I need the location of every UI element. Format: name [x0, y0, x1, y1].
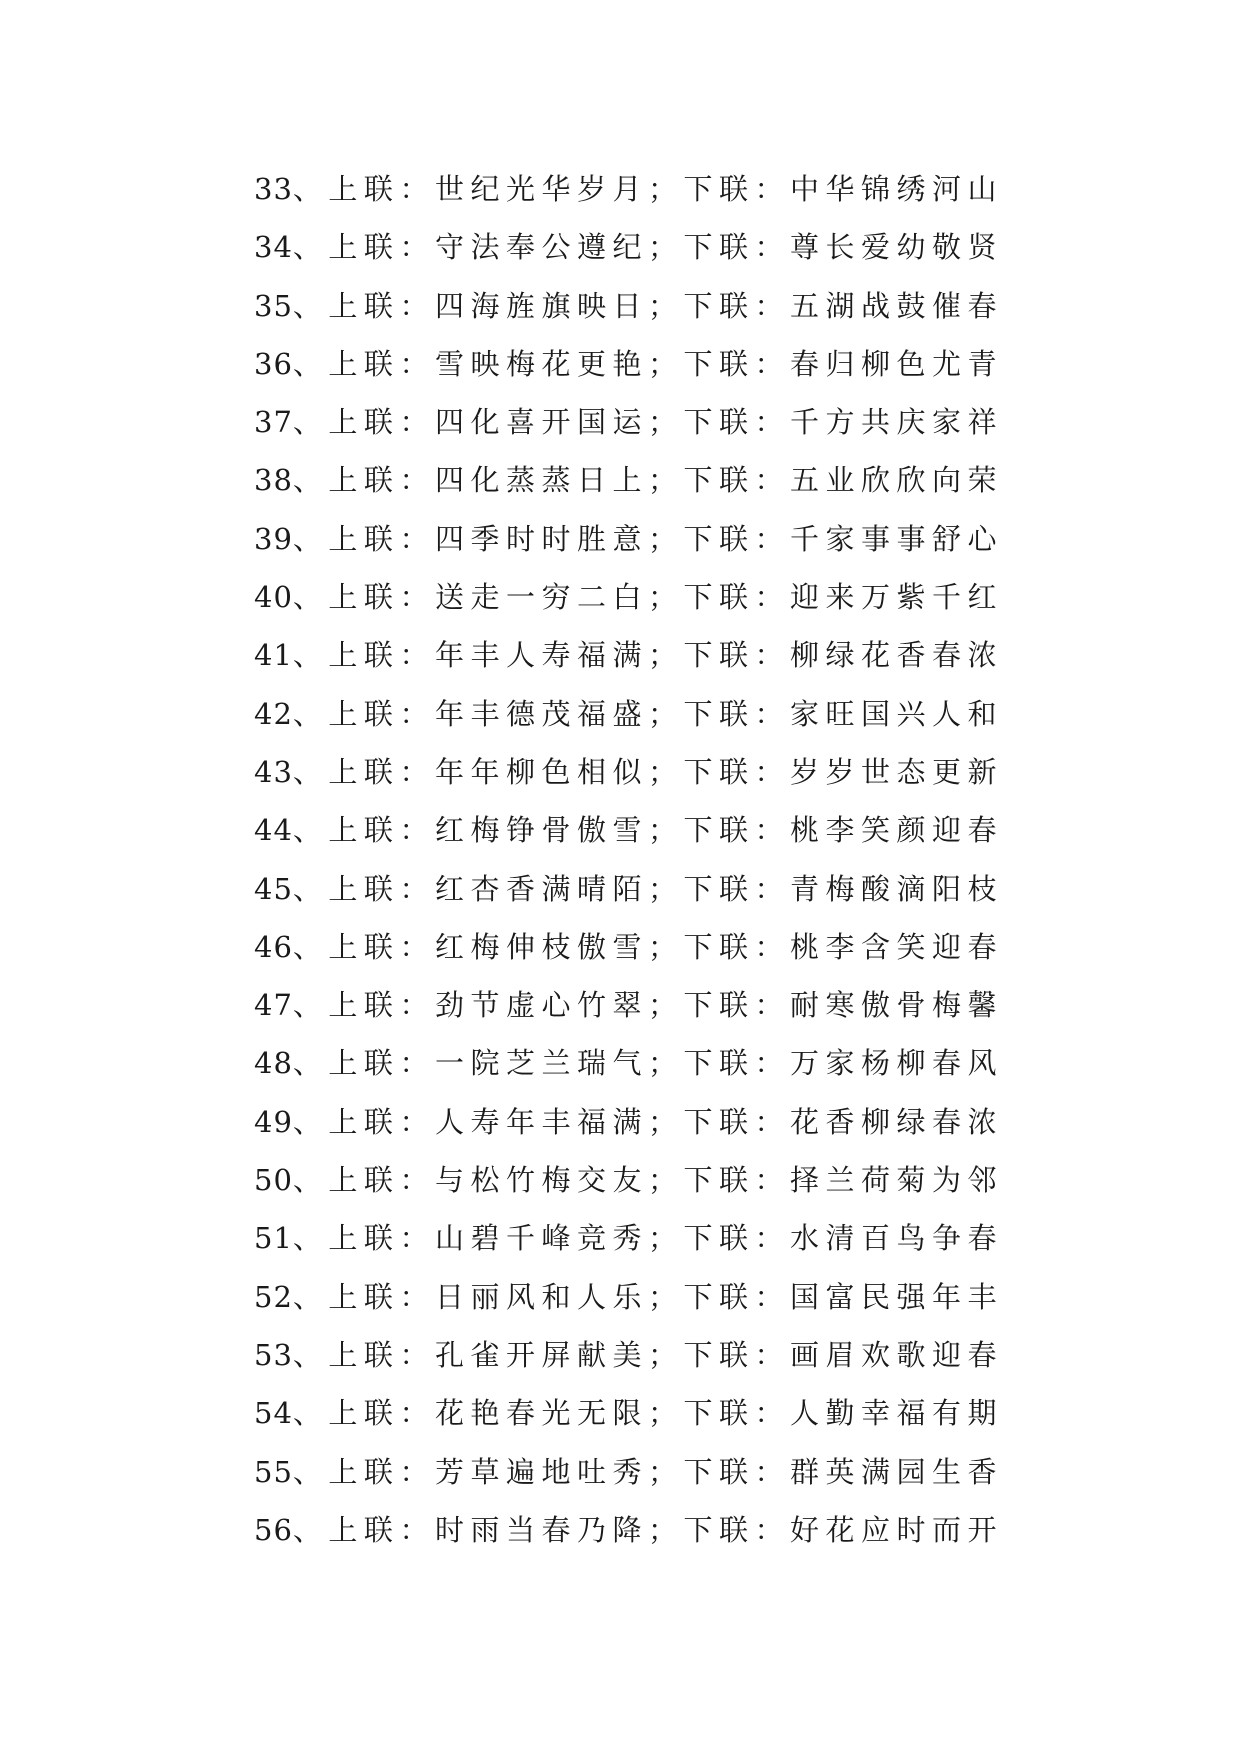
- couplet-number: 33: [254, 172, 293, 206]
- upper-label: 上联: [328, 1046, 400, 1081]
- couplet-number: 53: [254, 1337, 293, 1372]
- colon: ：: [399, 521, 435, 556]
- enumeration-comma: 、: [292, 172, 329, 206]
- enumeration-comma: 、: [292, 580, 329, 615]
- couplet-line: [254, 568, 1004, 626]
- upper-couplet-text: 年丰人寿福满: [434, 638, 648, 673]
- colon: ：: [754, 1046, 791, 1081]
- colon: ：: [399, 929, 435, 964]
- couplet-number: 36: [254, 346, 293, 381]
- couplet-line: [254, 801, 1004, 859]
- enumeration-comma: 、: [292, 1512, 329, 1547]
- upper-label: 上联: [328, 871, 400, 906]
- upper-label: 上联: [328, 1396, 400, 1431]
- upper-couplet-text: 一院芝兰瑞气: [434, 1046, 648, 1081]
- couplet-line: [254, 335, 1004, 393]
- lower-couplet-text: 青梅酸滴阳枝: [790, 871, 1004, 906]
- colon: ：: [754, 172, 791, 206]
- enumeration-comma: 、: [292, 929, 329, 964]
- couplet-number: 52: [254, 1279, 293, 1314]
- lower-couplet-text: 水清百鸟争春: [790, 1221, 1004, 1256]
- upper-label: 上联: [328, 988, 400, 1023]
- lower-couplet-text: 岁岁世态更新: [790, 754, 1004, 789]
- couplet-line: [254, 918, 1004, 976]
- couplet-number: 42: [254, 696, 293, 731]
- couplet-line: [254, 1326, 1004, 1384]
- semicolon: ；: [647, 1163, 684, 1198]
- upper-couplet-text: 人寿年丰福满: [434, 1104, 648, 1139]
- colon: ：: [399, 1279, 435, 1314]
- upper-label: 上联: [328, 638, 400, 673]
- couplet-line: [254, 1093, 1004, 1151]
- lower-label: 下联: [683, 929, 755, 964]
- lower-couplet-text: 人勤幸福有期: [790, 1396, 1004, 1431]
- colon: ：: [399, 346, 435, 381]
- enumeration-comma: 、: [292, 405, 329, 440]
- colon: ：: [754, 1512, 791, 1547]
- colon: ：: [754, 346, 791, 381]
- upper-label: 上联: [328, 172, 400, 206]
- upper-label: 上联: [328, 288, 400, 323]
- enumeration-comma: 、: [292, 988, 329, 1023]
- couplet-number: 49: [254, 1104, 293, 1139]
- lower-label: 下联: [683, 1279, 755, 1314]
- semicolon: ；: [647, 172, 684, 206]
- lower-couplet-text: 五湖战鼓催春: [790, 288, 1004, 323]
- couplet-number: 46: [254, 929, 293, 964]
- couplet-number: 45: [254, 871, 293, 906]
- lower-couplet-text: 花香柳绿春浓: [790, 1104, 1004, 1139]
- colon: ：: [399, 871, 435, 906]
- colon: ：: [754, 813, 791, 848]
- colon: ：: [754, 1396, 791, 1431]
- lower-label: 下联: [683, 288, 755, 323]
- couplet-line: [254, 451, 1004, 509]
- semicolon: ；: [647, 405, 684, 440]
- upper-label: 上联: [328, 405, 400, 440]
- colon: ：: [399, 813, 435, 848]
- enumeration-comma: 、: [292, 1046, 329, 1081]
- semicolon: ；: [647, 230, 684, 265]
- lower-couplet-text: 择兰荷菊为邻: [790, 1163, 1004, 1198]
- lower-couplet-text: 迎来万紫千红: [790, 580, 1004, 615]
- lower-label: 下联: [683, 230, 755, 265]
- couplet-number: 48: [254, 1046, 293, 1081]
- upper-couplet-text: 四化蒸蒸日上: [434, 463, 648, 498]
- semicolon: ；: [647, 638, 684, 673]
- colon: ：: [754, 1104, 791, 1139]
- couplet-line: [254, 510, 1004, 568]
- couplet-number: 44: [254, 813, 293, 848]
- upper-label: 上联: [328, 929, 400, 964]
- semicolon: ；: [647, 1221, 684, 1256]
- colon: ：: [399, 230, 435, 265]
- upper-couplet-text: 红梅伸枝傲雪: [434, 929, 648, 964]
- semicolon: ；: [647, 346, 684, 381]
- couplet-number: 56: [254, 1512, 293, 1547]
- colon: ：: [399, 1454, 435, 1489]
- semicolon: ；: [647, 1512, 684, 1547]
- enumeration-comma: 、: [292, 696, 329, 731]
- couplet-line: [254, 160, 1004, 218]
- lower-label: 下联: [683, 346, 755, 381]
- semicolon: ；: [647, 580, 684, 615]
- colon: ：: [754, 463, 791, 498]
- colon: ：: [399, 1046, 435, 1081]
- couplet-number: 34: [254, 230, 293, 265]
- couplet-line: [254, 1384, 1004, 1442]
- lower-couplet-text: 尊长爱幼敬贤: [790, 230, 1004, 265]
- couplet-line: [254, 1501, 1004, 1559]
- semicolon: ；: [647, 521, 684, 556]
- lower-label: 下联: [683, 871, 755, 906]
- couplet-number: 51: [254, 1221, 293, 1256]
- colon: ：: [754, 988, 791, 1023]
- colon: ：: [399, 696, 435, 731]
- upper-label: 上联: [328, 1279, 400, 1314]
- lower-couplet-text: 桃李含笑迎春: [790, 929, 1004, 964]
- upper-label: 上联: [328, 1163, 400, 1198]
- semicolon: ；: [647, 1454, 684, 1489]
- enumeration-comma: 、: [292, 288, 329, 323]
- lower-label: 下联: [683, 638, 755, 673]
- lower-couplet-text: 千方共庆家祥: [790, 405, 1004, 440]
- upper-couplet-text: 四化喜开国运: [434, 405, 648, 440]
- couplet-number: 47: [254, 988, 293, 1023]
- colon: ：: [399, 1221, 435, 1256]
- couplet-line: [254, 1151, 1004, 1209]
- enumeration-comma: 、: [292, 813, 329, 848]
- semicolon: ；: [647, 988, 684, 1023]
- semicolon: ；: [647, 1337, 684, 1372]
- upper-couplet-text: 四海旌旗映日: [434, 288, 648, 323]
- lower-couplet-text: 五业欣欣向荣: [790, 463, 1004, 498]
- couplet-line: [254, 393, 1004, 451]
- semicolon: ；: [647, 288, 684, 323]
- colon: ：: [754, 1221, 791, 1256]
- lower-couplet-text: 春归柳色尤青: [790, 346, 1004, 381]
- upper-label: 上联: [328, 463, 400, 498]
- upper-label: 上联: [328, 521, 400, 556]
- lower-couplet-text: 千家事事舒心: [790, 521, 1004, 556]
- lower-label: 下联: [683, 696, 755, 731]
- couplet-number: 43: [254, 754, 293, 789]
- couplet-line: [254, 685, 1004, 743]
- lower-couplet-text: 耐寒傲骨梅馨: [790, 988, 1004, 1023]
- couplet-list: [254, 160, 1004, 1559]
- upper-couplet-text: 四季时时胜意: [434, 521, 648, 556]
- enumeration-comma: 、: [292, 871, 329, 906]
- colon: ：: [754, 696, 791, 731]
- couplet-line: [254, 218, 1004, 276]
- enumeration-comma: 、: [292, 1454, 329, 1489]
- lower-couplet-text: 桃李笑颜迎春: [790, 813, 1004, 848]
- enumeration-comma: 、: [292, 1279, 329, 1314]
- enumeration-comma: 、: [292, 521, 329, 556]
- upper-couplet-text: 孔雀开屏献美: [434, 1337, 648, 1372]
- colon: ：: [399, 172, 435, 206]
- upper-couplet-text: 守法奉公遵纪: [434, 230, 648, 265]
- upper-couplet-text: 送走一穷二白: [434, 580, 648, 615]
- couplet-number: 37: [254, 405, 293, 440]
- upper-couplet-text: 花艳春光无限: [434, 1396, 648, 1431]
- colon: ：: [754, 405, 791, 440]
- lower-label: 下联: [683, 1337, 755, 1372]
- couplet-number: 54: [254, 1396, 293, 1431]
- couplet-line: [254, 1034, 1004, 1092]
- colon: ：: [754, 521, 791, 556]
- lower-couplet-text: 画眉欢歌迎春: [790, 1337, 1004, 1372]
- lower-couplet-text: 家旺国兴人和: [790, 696, 1004, 731]
- lower-label: 下联: [683, 1454, 755, 1489]
- upper-label: 上联: [328, 230, 400, 265]
- semicolon: ；: [647, 754, 684, 789]
- colon: ：: [754, 754, 791, 789]
- colon: ：: [754, 638, 791, 673]
- enumeration-comma: 、: [292, 230, 329, 265]
- enumeration-comma: 、: [292, 346, 329, 381]
- couplet-number: 55: [254, 1454, 293, 1489]
- lower-label: 下联: [683, 521, 755, 556]
- colon: ：: [754, 871, 791, 906]
- colon: ：: [399, 288, 435, 323]
- colon: ：: [754, 1337, 791, 1372]
- semicolon: ；: [647, 696, 684, 731]
- colon: ：: [754, 288, 791, 323]
- upper-label: 上联: [328, 580, 400, 615]
- semicolon: ；: [647, 929, 684, 964]
- colon: ：: [754, 1279, 791, 1314]
- upper-couplet-text: 芳草遍地吐秀: [434, 1454, 648, 1489]
- lower-label: 下联: [683, 1163, 755, 1198]
- colon: ：: [754, 1163, 791, 1198]
- colon: ：: [399, 754, 435, 789]
- upper-label: 上联: [328, 1221, 400, 1256]
- lower-label: 下联: [683, 172, 755, 206]
- semicolon: ；: [647, 1396, 684, 1431]
- enumeration-comma: 、: [292, 1337, 329, 1372]
- lower-couplet-text: 柳绿花香春浓: [790, 638, 1004, 673]
- colon: ：: [399, 580, 435, 615]
- lower-label: 下联: [683, 463, 755, 498]
- upper-couplet-text: 雪映梅花更艳: [434, 346, 648, 381]
- lower-label: 下联: [683, 1046, 755, 1081]
- lower-couplet-text: 群英满园生香: [790, 1454, 1004, 1489]
- couplet-line: [254, 1443, 1004, 1501]
- lower-label: 下联: [683, 405, 755, 440]
- upper-couplet-text: 与松竹梅交友: [434, 1163, 648, 1198]
- colon: ：: [754, 230, 791, 265]
- couplet-number: 39: [254, 521, 293, 556]
- couplet-line: [254, 626, 1004, 684]
- upper-label: 上联: [328, 1454, 400, 1489]
- upper-couplet-text: 红梅铮骨傲雪: [434, 813, 648, 848]
- upper-couplet-text: 劲节虚心竹翠: [434, 988, 648, 1023]
- upper-label: 上联: [328, 1337, 400, 1372]
- couplet-line: [254, 976, 1004, 1034]
- couplet-number: 50: [254, 1163, 293, 1198]
- enumeration-comma: 、: [292, 1104, 329, 1139]
- semicolon: ；: [647, 813, 684, 848]
- colon: ：: [399, 1163, 435, 1198]
- semicolon: ；: [647, 1046, 684, 1081]
- colon: ：: [399, 1512, 435, 1547]
- lower-couplet-text: 国富民强年丰: [790, 1279, 1004, 1314]
- upper-label: 上联: [328, 1512, 400, 1547]
- upper-label: 上联: [328, 1104, 400, 1139]
- enumeration-comma: 、: [292, 1396, 329, 1431]
- lower-label: 下联: [683, 1396, 755, 1431]
- upper-couplet-text: 时雨当春乃降: [434, 1512, 648, 1547]
- couplet-line: [254, 743, 1004, 801]
- upper-label: 上联: [328, 754, 400, 789]
- semicolon: ；: [647, 1104, 684, 1139]
- lower-label: 下联: [683, 1221, 755, 1256]
- couplet-line: [254, 277, 1004, 335]
- couplet-line: [254, 1268, 1004, 1326]
- lower-label: 下联: [683, 988, 755, 1023]
- lower-label: 下联: [683, 1104, 755, 1139]
- lower-couplet-text: 好花应时而开: [790, 1512, 1004, 1547]
- upper-couplet-text: 年丰德茂福盛: [434, 696, 648, 731]
- upper-label: 上联: [328, 346, 400, 381]
- colon: ：: [754, 1454, 791, 1489]
- lower-couplet-text: 万家杨柳春风: [790, 1046, 1004, 1081]
- upper-couplet-text: 山碧千峰竞秀: [434, 1221, 648, 1256]
- lower-label: 下联: [683, 580, 755, 615]
- couplet-number: 35: [254, 288, 293, 323]
- colon: ：: [399, 1396, 435, 1431]
- colon: ：: [399, 1104, 435, 1139]
- couplet-line: [254, 1209, 1004, 1267]
- semicolon: ；: [647, 871, 684, 906]
- couplet-number: 40: [254, 580, 293, 615]
- couplet-line: [254, 860, 1004, 918]
- couplet-number: 38: [254, 463, 293, 498]
- enumeration-comma: 、: [292, 463, 329, 498]
- colon: ：: [399, 1337, 435, 1372]
- enumeration-comma: 、: [292, 638, 329, 673]
- upper-label: 上联: [328, 696, 400, 731]
- colon: ：: [399, 988, 435, 1023]
- upper-couplet-text: 世纪光华岁月: [434, 172, 648, 206]
- lower-label: 下联: [683, 1512, 755, 1547]
- upper-couplet-text: 日丽风和人乐: [434, 1279, 648, 1314]
- enumeration-comma: 、: [292, 1163, 329, 1198]
- upper-couplet-text: 年年柳色相似: [434, 754, 648, 789]
- lower-couplet-text: 中华锦绣河山: [790, 172, 1004, 206]
- colon: ：: [399, 463, 435, 498]
- colon: ：: [399, 405, 435, 440]
- lower-label: 下联: [683, 754, 755, 789]
- upper-label: 上联: [328, 813, 400, 848]
- enumeration-comma: 、: [292, 754, 329, 789]
- semicolon: ；: [647, 1279, 684, 1314]
- upper-couplet-text: 红杏香满晴陌: [434, 871, 648, 906]
- colon: ：: [754, 580, 791, 615]
- colon: ：: [399, 638, 435, 673]
- couplet-number: 41: [254, 638, 293, 673]
- enumeration-comma: 、: [292, 1221, 329, 1256]
- semicolon: ；: [647, 463, 684, 498]
- colon: ：: [754, 929, 791, 964]
- lower-label: 下联: [683, 813, 755, 848]
